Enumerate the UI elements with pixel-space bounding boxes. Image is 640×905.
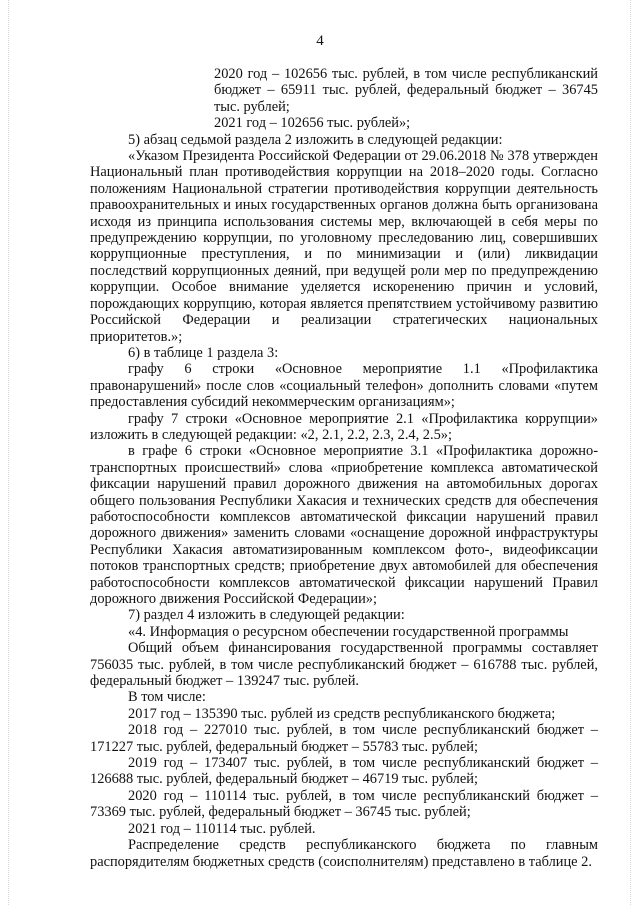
section-4-heading: «4. Информация о ресурсном обеспечении государственной программы	[128, 623, 569, 640]
paragraph-year-2018: 2018 год – 227010 тыс. рублей, в том числе республиканский бюджет – 171227 тыс. рублей, федеральный бюджет – 55783 тыс. рублей;	[90, 722, 598, 755]
paragraph-2020-budget: 2020 год – 102656 тыс. рублей, в том числе республиканский бюджет – 65911 тыс. рублей, федеральный бюджет – 36745 тыс. рублей;	[214, 66, 598, 115]
paragraph-decree-quote: «Указом Президента Российской Федерации от 29.06.2018 № 378 утвержден Национальный план противодействия коррупции на 2018–2020 годы. Согласно положениям Национальной стратегии противодействия коррупции деятельность правоохранительных и иных государственных органов должна быть организована исходя из принципа использования системы мер, включающей в себя меры по предупреждению коррупции, по уголовному преследованию лиц, совершивших коррупционные преступления, и по минимизации и (или) ликвидации последствий коррупционных деяний, при ведущей роли мер по предупреждению коррупции. Особое внимание уделяется искоренению причин и условий, порождающих коррупцию, которая является препятствием устойчивому развитию Российской Федерации и реализации стратегических национальных приоритетов.»;	[90, 148, 598, 345]
document-body	[90, 66, 598, 870]
paragraph-column-6-row-3-1: в графе 6 строки «Основное мероприятие 3.1 «Профилактика дорожно-транспортных происшествий» слова «приобретение комплекса автоматической фиксации нарушений правил дорожного движения на автомобильных дорогах общего пользования Республики Хакасия и технических средств для обеспечения работоспособности комплексов автоматической фиксации нарушений правил дорожного движения» заменить словами «оснащение дорожной инфраструктуры Республики Хакасия автоматизированным комплексом фото-, видеофиксации потоков транспортных средств; приобретение двух автомобилей для обеспечения работоспособности комплексов автоматической фиксации нарушений Правил дорожного движения Российской Федерации»;	[90, 443, 598, 607]
paragraph-year-2017: 2017 год – 135390 тыс. рублей из средств республиканского бюджета;	[128, 705, 556, 722]
right-margin-dots	[630, 0, 633, 905]
paragraph-distribution: Распределение средств республиканского бюджета по главным распорядителям бюджетных средств (соисполнителям) представлено в таблице 2.	[90, 837, 598, 870]
paragraph-including: В том числе:	[128, 689, 206, 706]
paragraph-year-2019: 2019 год – 173407 тыс. рублей, в том числе республиканский бюджет – 126688 тыс. рублей, федеральный бюджет – 46719 тыс. рублей;	[90, 755, 598, 788]
left-margin-dots	[8, 0, 11, 905]
paragraph-item-6: 6) в таблице 1 раздела 3:	[128, 344, 279, 361]
paragraph-total-funding: Общий объем финансирования государственной программы составляет 756035 тыс. рублей, в том числе республиканский бюджет – 616788 тыс. рублей, федеральный бюджет – 139247 тыс. рублей.	[90, 640, 598, 690]
page-number: 4	[316, 33, 324, 49]
paragraph-item-7: 7) раздел 4 изложить в следующей редакции:	[128, 607, 405, 624]
paragraph-column-7-row-2-1: графу 7 строки «Основное мероприятие 2.1 «Профилактика коррупции» изложить в следующей редакции: «2, 2.1, 2.2, 2.3, 2.4, 2.5»;	[90, 410, 598, 443]
paragraph-year-2020: 2020 год – 110114 тыс. рублей, в том числе республиканский бюджет – 73369 тыс. рублей, федеральный бюджет – 36745 тыс. рублей;	[90, 787, 598, 821]
paragraph-2021-budget: 2021 год – 102656 тыс. рублей»;	[214, 115, 411, 132]
paragraph-year-2021: 2021 год – 110114 тыс. рублей.	[128, 820, 316, 837]
paragraph-column-6-row-1-1: графу 6 строки «Основное мероприятие 1.1 «Профилактика правонарушений» после слов «социальный телефон» дополнить словами «путем предоставления субсидий некоммерческим организациям»;	[90, 361, 598, 411]
paragraph-item-5: 5) абзац седьмой раздела 2 изложить в следующей редакции:	[128, 131, 503, 148]
